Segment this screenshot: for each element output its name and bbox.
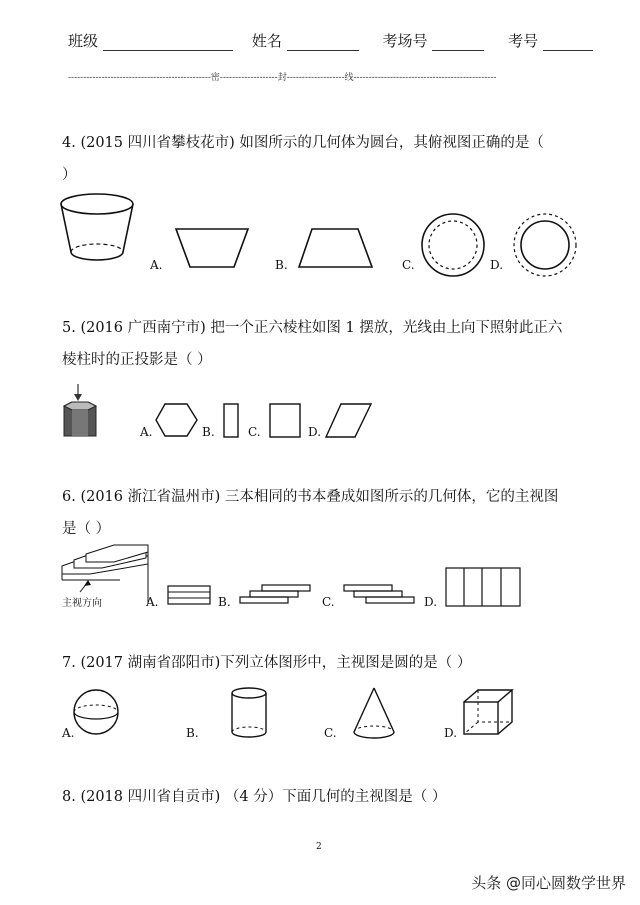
q4-line2: ） bbox=[62, 167, 77, 183]
q6-option-b-figure bbox=[238, 583, 314, 607]
q7-line1: 7. (2017 湖南省邵阳市)下列立体图形中，主视图是圆的是（ ） bbox=[62, 655, 472, 671]
q7-option-b[interactable]: B. bbox=[186, 726, 199, 740]
q7-option-c[interactable]: C. bbox=[324, 726, 337, 740]
watermark: 头条 @同心圆数学世界 bbox=[471, 874, 626, 892]
q6-option-a-figure bbox=[166, 584, 212, 606]
q4-option-b-figure bbox=[298, 228, 374, 270]
q6-option-c-figure bbox=[342, 583, 418, 607]
q5-line1: 5. (2016 广西南宁市) 把一个正六棱柱如图 1 摆放，光线由上向下照射此正六 bbox=[62, 320, 563, 336]
q4-frustum-figure bbox=[60, 192, 140, 272]
q6-option-c[interactable]: C. bbox=[322, 595, 335, 609]
q5-option-c-figure bbox=[268, 403, 302, 439]
q7-sphere-figure bbox=[72, 688, 122, 738]
q8-line1: 8. (2018 四川省自贡市) （4 分）下面几何的主视图是（ ） bbox=[62, 789, 447, 805]
q6-option-d[interactable]: D. bbox=[424, 595, 438, 609]
q6-line2: 是（ ） bbox=[62, 521, 111, 537]
q5-hexagonal-prism-figure bbox=[60, 382, 100, 440]
q6-option-b[interactable]: B. bbox=[218, 595, 231, 609]
q5-option-b-figure bbox=[222, 403, 242, 439]
exam-header bbox=[68, 30, 593, 51]
q4-option-c[interactable]: C. bbox=[402, 258, 415, 272]
q7-cylinder-figure bbox=[230, 686, 270, 742]
q5-option-d[interactable]: D. bbox=[308, 425, 322, 439]
q6-view-direction-label: 主视方向 bbox=[62, 598, 102, 609]
q7-cone-figure bbox=[352, 686, 398, 742]
q4-option-a-figure bbox=[175, 228, 251, 270]
q6-line1: 6. (2016 浙江省温州市) 三本相同的书本叠成如图所示的几何体，它的主视图 bbox=[62, 489, 559, 505]
class-label: 班级 bbox=[68, 32, 99, 50]
q4-option-c-figure bbox=[420, 212, 486, 278]
q6-option-a[interactable]: A. bbox=[146, 595, 159, 609]
q7-cube-figure bbox=[462, 688, 518, 738]
q5-option-b[interactable]: B. bbox=[202, 425, 215, 439]
room-label: 考场号 bbox=[382, 32, 428, 50]
q4-option-b[interactable]: B. bbox=[275, 258, 288, 272]
q6-option-d-figure bbox=[444, 566, 524, 608]
q5-option-a[interactable]: A. bbox=[140, 425, 153, 439]
class-blank[interactable] bbox=[103, 36, 233, 51]
q4-option-d[interactable]: D. bbox=[490, 258, 504, 272]
page-number: 2 bbox=[316, 842, 322, 852]
name-blank[interactable] bbox=[287, 36, 359, 51]
q5-option-c[interactable]: C. bbox=[248, 425, 261, 439]
q7-option-a[interactable]: A. bbox=[62, 726, 75, 740]
q5-option-a-figure bbox=[155, 403, 199, 437]
seal-cut-line: -----------------------------------------------密-------------------封-------------------线----------------------------------------------- bbox=[68, 73, 497, 83]
number-label: 考号 bbox=[508, 32, 539, 50]
number-blank[interactable] bbox=[543, 36, 593, 51]
room-blank[interactable] bbox=[432, 36, 484, 51]
q5-option-d-figure bbox=[325, 403, 373, 439]
q4-line1: 4. (2015 四川省攀枝花市) 如图所示的几何体为圆台，其俯视图正确的是（ bbox=[62, 135, 544, 151]
name-label: 姓名 bbox=[251, 32, 282, 50]
q7-option-d[interactable]: D. bbox=[444, 726, 458, 740]
q5-line2: 棱柱时的正投影是（ ） bbox=[62, 352, 212, 368]
q4-option-d-figure bbox=[512, 212, 578, 278]
q4-option-a[interactable]: A. bbox=[150, 258, 163, 272]
